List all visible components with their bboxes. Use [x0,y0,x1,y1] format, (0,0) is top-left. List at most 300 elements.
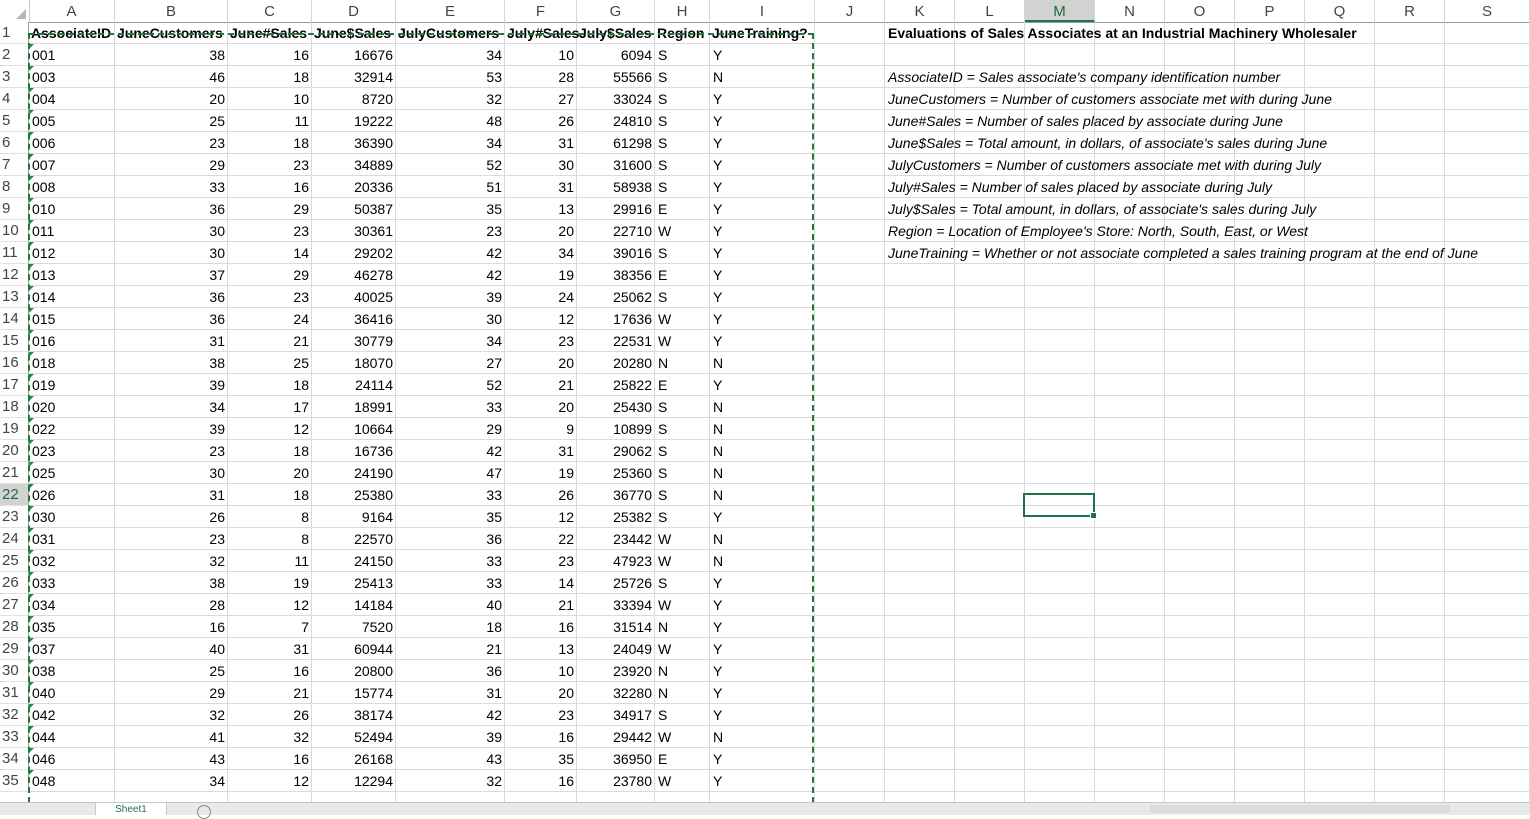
column-header-k[interactable]: K [885,0,955,22]
table-cell[interactable]: 11 [294,113,309,129]
table-cell[interactable]: 42 [486,245,502,261]
table-cell[interactable]: 8 [301,531,309,547]
table-cell[interactable]: 18 [486,619,502,635]
table-cell[interactable]: 36 [209,289,225,305]
table-cell[interactable]: 015 [32,311,56,327]
table-cell[interactable]: 23 [293,223,309,239]
table-cell[interactable]: 43 [209,751,225,767]
table-cell[interactable]: 42 [486,267,502,283]
row-header[interactable]: 21 [0,462,29,484]
table-cell[interactable]: 48 [486,113,502,129]
table-cell[interactable]: 32 [209,553,225,569]
table-cell[interactable]: 23920 [613,663,652,679]
table-cell[interactable]: 25380 [354,487,393,503]
table-cell[interactable]: 32 [486,773,502,789]
table-cell[interactable]: 33 [486,575,502,591]
header-cell[interactable]: July#Sales [507,25,580,41]
table-cell[interactable]: 010 [32,201,56,217]
table-cell[interactable]: 24114 [355,377,393,393]
table-cell[interactable]: S [658,113,668,129]
table-cell[interactable]: N [658,355,669,371]
table-cell[interactable]: S [658,465,668,481]
table-cell[interactable]: 30361 [354,223,393,239]
table-cell[interactable]: Y [713,311,723,327]
table-cell[interactable]: Y [713,597,723,613]
horizontal-scrollbar[interactable] [1150,805,1450,813]
notes-line[interactable]: July$Sales = Total amount, in dollars, of associate's sales during July [888,201,1317,217]
table-cell[interactable]: 61298 [613,135,652,151]
table-cell[interactable]: 22531 [613,333,652,349]
notes-title[interactable]: Evaluations of Sales Associates at an Industrial Machinery Wholesaler [888,25,1357,41]
table-cell[interactable]: 23 [558,707,574,723]
table-cell[interactable]: 52494 [354,729,393,745]
table-cell[interactable]: 12 [558,311,574,327]
table-cell[interactable]: 38 [209,575,225,591]
table-cell[interactable]: 24049 [613,641,652,657]
table-cell[interactable]: 001 [32,47,56,63]
table-cell[interactable]: S [658,135,668,151]
table-cell[interactable]: 29442 [613,729,652,745]
row-header[interactable]: 34 [0,748,29,770]
table-cell[interactable]: 8 [301,509,309,525]
row-header[interactable]: 31 [0,682,29,704]
table-cell[interactable]: 30 [209,223,225,239]
table-cell[interactable]: 25382 [613,509,652,525]
row-header[interactable]: 5 [0,110,29,132]
table-cell[interactable]: S [658,289,668,305]
table-cell[interactable]: 12 [293,597,309,613]
table-cell[interactable]: N [713,729,724,745]
table-cell[interactable]: 26 [293,707,309,723]
table-cell[interactable]: Y [713,707,723,723]
table-cell[interactable]: 34 [486,333,502,349]
table-cell[interactable]: W [658,729,672,745]
table-cell[interactable]: 29062 [613,443,652,459]
column-header-m[interactable]: M [1025,0,1095,22]
table-cell[interactable]: S [658,443,668,459]
table-cell[interactable]: 20280 [613,355,652,371]
table-cell[interactable]: E [658,377,668,393]
table-cell[interactable]: S [658,399,668,415]
table-cell[interactable]: N [713,553,724,569]
table-cell[interactable]: 16676 [354,47,393,63]
table-cell[interactable]: 7520 [361,619,393,635]
table-cell[interactable]: 33 [486,399,502,415]
row-header[interactable]: 29 [0,638,29,660]
table-cell[interactable]: 36 [486,531,502,547]
table-cell[interactable]: 19 [558,267,574,283]
table-cell[interactable]: 30 [209,465,225,481]
table-cell[interactable]: 21 [293,685,309,701]
table-cell[interactable]: 12 [293,421,309,437]
table-cell[interactable]: 23 [293,289,309,305]
column-header-a[interactable]: A [29,0,115,22]
table-cell[interactable]: N [713,531,724,547]
table-cell[interactable]: 40 [486,597,502,613]
table-cell[interactable]: 19 [558,465,574,481]
row-header[interactable]: 35 [0,770,29,792]
row-header[interactable]: 14 [0,308,29,330]
table-cell[interactable]: 25726 [613,575,652,591]
table-cell[interactable]: 36390 [354,135,393,151]
table-cell[interactable]: 16 [558,619,574,635]
column-header-b[interactable]: B [115,0,228,22]
table-cell[interactable]: 40 [209,641,225,657]
table-cell[interactable]: S [658,47,668,63]
table-cell[interactable]: 36950 [613,751,652,767]
notes-line[interactable]: July#Sales = Number of sales placed by associate during July [888,179,1273,195]
table-cell[interactable]: 34 [486,47,502,63]
table-cell[interactable]: 38174 [354,707,393,723]
column-header-i[interactable]: I [710,0,815,22]
table-cell[interactable]: Y [713,179,723,195]
table-cell[interactable]: 35 [486,201,502,217]
row-header[interactable]: 30 [0,660,29,682]
table-cell[interactable]: Y [713,685,723,701]
table-cell[interactable]: 23442 [613,531,652,547]
table-cell[interactable]: S [658,179,668,195]
table-cell[interactable]: W [658,597,672,613]
table-cell[interactable]: 15774 [354,685,393,701]
table-cell[interactable]: 7 [301,619,309,635]
table-cell[interactable]: 58938 [613,179,652,195]
table-cell[interactable]: S [658,487,668,503]
notes-line[interactable]: AssociateID = Sales associate's company identification number [888,69,1281,85]
column-header-s[interactable]: S [1445,0,1530,22]
row-header[interactable]: 32 [0,704,29,726]
table-cell[interactable]: 24190 [354,465,393,481]
table-cell[interactable]: W [658,773,672,789]
table-cell[interactable]: 26168 [354,751,393,767]
table-cell[interactable]: 16 [558,729,574,745]
table-cell[interactable]: 031 [32,531,56,547]
table-cell[interactable]: N [713,487,724,503]
table-cell[interactable]: 006 [32,135,56,151]
table-cell[interactable]: Y [713,289,723,305]
table-cell[interactable]: 36 [209,201,225,217]
table-cell[interactable]: 20336 [354,179,393,195]
row-header[interactable]: 13 [0,286,29,308]
table-cell[interactable]: 18070 [354,355,393,371]
table-cell[interactable]: 035 [32,619,56,635]
table-cell[interactable]: Y [713,377,723,393]
table-cell[interactable]: W [658,311,672,327]
table-cell[interactable]: 30 [209,245,225,261]
table-cell[interactable]: S [658,91,668,107]
row-header[interactable]: 3 [0,66,29,88]
table-cell[interactable]: 38 [209,47,225,63]
table-cell[interactable]: 31 [486,685,502,701]
table-cell[interactable]: 46 [209,69,225,85]
table-cell[interactable]: E [658,751,668,767]
row-header[interactable]: 1 [0,22,29,44]
table-cell[interactable]: 17636 [613,311,652,327]
table-cell[interactable]: 16 [293,663,309,679]
table-cell[interactable]: 18991 [354,399,393,415]
table-cell[interactable]: 28 [558,69,574,85]
table-cell[interactable]: 23 [209,135,225,151]
table-cell[interactable]: 20 [558,355,574,371]
table-cell[interactable]: Y [713,113,723,129]
table-cell[interactable]: 21 [293,333,309,349]
table-cell[interactable]: 35 [486,509,502,525]
header-cell[interactable]: JuneTraining? [712,25,808,41]
table-cell[interactable]: 20 [558,685,574,701]
table-cell[interactable]: 18 [293,377,309,393]
table-cell[interactable]: Y [713,91,723,107]
notes-line[interactable]: June#Sales = Number of sales placed by associate during June [888,113,1283,129]
column-header-q[interactable]: Q [1305,0,1375,22]
table-cell[interactable]: 39016 [613,245,652,261]
table-cell[interactable]: 25 [209,663,225,679]
table-cell[interactable]: 22 [558,531,574,547]
header-cell[interactable]: Region [657,25,705,41]
row-header[interactable]: 15 [0,330,29,352]
table-cell[interactable]: E [658,267,668,283]
table-cell[interactable]: 025 [32,465,56,481]
table-cell[interactable]: S [658,509,668,525]
add-sheet-icon[interactable] [197,805,211,819]
row-header[interactable]: 28 [0,616,29,638]
table-cell[interactable]: 25 [209,113,225,129]
table-cell[interactable]: 18 [293,443,309,459]
notes-line[interactable]: JulyCustomers = Number of customers associate met with during July [888,157,1321,173]
table-cell[interactable]: Y [713,509,723,525]
header-cell[interactable]: June$Sales [314,25,392,41]
table-cell[interactable]: Y [713,47,723,63]
table-cell[interactable]: 19 [293,575,309,591]
table-cell[interactable]: 25360 [613,465,652,481]
table-cell[interactable]: 29 [293,201,309,217]
row-header[interactable]: 8 [0,176,29,198]
table-cell[interactable]: N [658,619,669,635]
table-cell[interactable]: 31600 [613,157,652,173]
table-cell[interactable]: 46278 [354,267,393,283]
row-header[interactable]: 12 [0,264,29,286]
table-cell[interactable]: 34 [209,399,225,415]
column-header-e[interactable]: E [396,0,505,22]
table-cell[interactable]: 30 [558,157,574,173]
row-header[interactable]: 4 [0,88,29,110]
table-cell[interactable]: S [658,69,668,85]
table-cell[interactable]: N [658,685,669,701]
table-cell[interactable]: 16 [293,47,309,63]
row-header[interactable]: 33 [0,726,29,748]
row-header[interactable]: 24 [0,528,29,550]
table-cell[interactable]: 25 [293,355,309,371]
table-cell[interactable]: 33 [486,487,502,503]
column-header-h[interactable]: H [655,0,710,22]
table-cell[interactable]: Y [713,157,723,173]
table-cell[interactable]: E [658,201,668,217]
table-cell[interactable]: Y [713,135,723,151]
table-cell[interactable]: 21 [558,597,574,613]
table-cell[interactable]: 12 [558,509,574,525]
table-cell[interactable]: 11 [294,553,309,569]
row-header[interactable]: 11 [0,242,29,264]
table-cell[interactable]: 16736 [354,443,393,459]
table-cell[interactable]: 24 [558,289,574,305]
column-header-p[interactable]: P [1235,0,1305,22]
table-cell[interactable]: 19222 [354,113,393,129]
table-cell[interactable]: 020 [32,399,56,415]
table-cell[interactable]: N [713,399,724,415]
table-cell[interactable]: N [713,465,724,481]
table-cell[interactable]: 39 [209,377,225,393]
table-cell[interactable]: 048 [32,773,56,789]
table-cell[interactable]: 27 [558,91,574,107]
table-cell[interactable]: 17 [293,399,309,415]
table-cell[interactable]: 20 [209,91,225,107]
table-cell[interactable]: 60944 [354,641,393,657]
table-cell[interactable]: 25062 [613,289,652,305]
table-cell[interactable]: 16 [209,619,225,635]
table-cell[interactable]: 10899 [613,421,652,437]
table-cell[interactable]: 52 [486,377,502,393]
table-cell[interactable]: 39 [486,289,502,305]
notes-line[interactable]: June$Sales = Total amount, in dollars, of associate's sales during June [888,135,1328,151]
table-cell[interactable]: Y [713,663,723,679]
table-cell[interactable]: W [658,553,672,569]
table-cell[interactable]: 32 [209,707,225,723]
table-cell[interactable]: 38 [209,355,225,371]
table-cell[interactable]: 012 [32,245,56,261]
table-cell[interactable]: 32280 [613,685,652,701]
table-cell[interactable]: 20 [293,465,309,481]
table-cell[interactable]: N [713,421,724,437]
table-cell[interactable]: S [658,157,668,173]
table-cell[interactable]: Y [713,201,723,217]
table-cell[interactable]: 26 [558,113,574,129]
table-cell[interactable]: 23 [209,531,225,547]
table-cell[interactable]: S [658,707,668,723]
table-cell[interactable]: Y [713,619,723,635]
header-cell[interactable]: JuneCustomers [117,25,223,41]
table-cell[interactable]: W [658,531,672,547]
table-cell[interactable]: 47923 [613,553,652,569]
select-all-corner[interactable] [0,0,30,22]
row-header[interactable]: 25 [0,550,29,572]
row-header[interactable]: 22 [0,484,29,506]
table-cell[interactable]: 25430 [613,399,652,415]
table-cell[interactable]: 13 [558,201,574,217]
row-header[interactable]: 26 [0,572,29,594]
header-cell[interactable]: JulyCustomers [398,25,500,41]
column-header-j[interactable]: J [815,0,885,22]
table-cell[interactable]: 39 [209,421,225,437]
table-cell[interactable]: 18 [293,487,309,503]
table-cell[interactable]: Y [713,267,723,283]
table-cell[interactable]: 038 [32,663,56,679]
header-cell[interactable]: July$Sales [579,25,652,41]
table-cell[interactable]: 014 [32,289,56,305]
active-cell-cursor[interactable] [1023,493,1095,517]
table-cell[interactable]: 55566 [613,69,652,85]
table-cell[interactable]: 31 [293,641,309,657]
table-cell[interactable]: 31 [209,333,225,349]
row-header[interactable]: 18 [0,396,29,418]
table-cell[interactable]: 33 [209,179,225,195]
table-cell[interactable]: 42 [486,443,502,459]
table-cell[interactable]: 042 [32,707,56,723]
table-cell[interactable]: 20800 [354,663,393,679]
table-cell[interactable]: 019 [32,377,56,393]
table-cell[interactable]: 34 [558,245,574,261]
row-header[interactable]: 20 [0,440,29,462]
table-cell[interactable]: 36 [209,311,225,327]
column-header-f[interactable]: F [505,0,577,22]
table-cell[interactable]: 41 [209,729,225,745]
table-cell[interactable]: 14184 [354,597,393,613]
table-cell[interactable]: 39 [486,729,502,745]
table-cell[interactable]: 35 [558,751,574,767]
table-cell[interactable]: 9 [566,421,574,437]
table-cell[interactable]: 29 [293,267,309,283]
table-cell[interactable]: 008 [32,179,56,195]
table-cell[interactable]: 037 [32,641,56,657]
table-cell[interactable]: Y [713,575,723,591]
table-cell[interactable]: 30779 [354,333,393,349]
table-cell[interactable]: 29 [209,157,225,173]
row-header[interactable]: 9 [0,198,29,220]
table-cell[interactable]: 14 [558,575,574,591]
row-header[interactable]: 27 [0,594,29,616]
table-cell[interactable]: 32914 [354,69,393,85]
row-header[interactable]: 2 [0,44,29,66]
table-cell[interactable]: 18 [293,135,309,151]
table-cell[interactable]: 26 [558,487,574,503]
table-cell[interactable]: 36416 [354,311,393,327]
table-cell[interactable]: 30 [486,311,502,327]
table-cell[interactable]: 29 [486,421,502,437]
table-cell[interactable]: 18 [293,69,309,85]
table-cell[interactable]: 033 [32,575,56,591]
table-cell[interactable]: 33 [486,553,502,569]
table-cell[interactable]: 013 [32,267,56,283]
table-cell[interactable]: Y [713,333,723,349]
table-cell[interactable]: Y [713,245,723,261]
table-cell[interactable]: 25822 [613,377,652,393]
row-header[interactable]: 17 [0,374,29,396]
table-cell[interactable]: N [713,443,724,459]
table-cell[interactable]: 011 [32,223,55,239]
notes-line[interactable]: JuneTraining = Whether or not associate completed a sales training program at the end of June [888,245,1479,261]
table-cell[interactable]: 29202 [354,245,393,261]
table-cell[interactable]: 13 [558,641,574,657]
table-cell[interactable]: 31 [209,487,225,503]
row-header[interactable]: 6 [0,132,29,154]
table-cell[interactable]: 36 [486,663,502,679]
table-cell[interactable]: Y [713,773,723,789]
table-cell[interactable]: 003 [32,69,56,85]
table-cell[interactable]: 16 [293,179,309,195]
table-cell[interactable]: 32 [486,91,502,107]
table-cell[interactable]: 12 [293,773,309,789]
table-cell[interactable]: W [658,333,672,349]
table-cell[interactable]: 37 [209,267,225,283]
table-cell[interactable]: Y [713,223,723,239]
table-cell[interactable]: 31 [558,135,574,151]
table-cell[interactable]: 23780 [613,773,652,789]
header-cell[interactable]: AssociateID [31,25,112,41]
table-cell[interactable]: 046 [32,751,56,767]
table-cell[interactable]: 21 [558,377,574,393]
table-cell[interactable]: 16 [558,773,574,789]
table-cell[interactable]: 26 [209,509,225,525]
table-cell[interactable]: 023 [32,443,56,459]
table-cell[interactable]: 016 [32,333,56,349]
table-cell[interactable]: 31 [558,179,574,195]
